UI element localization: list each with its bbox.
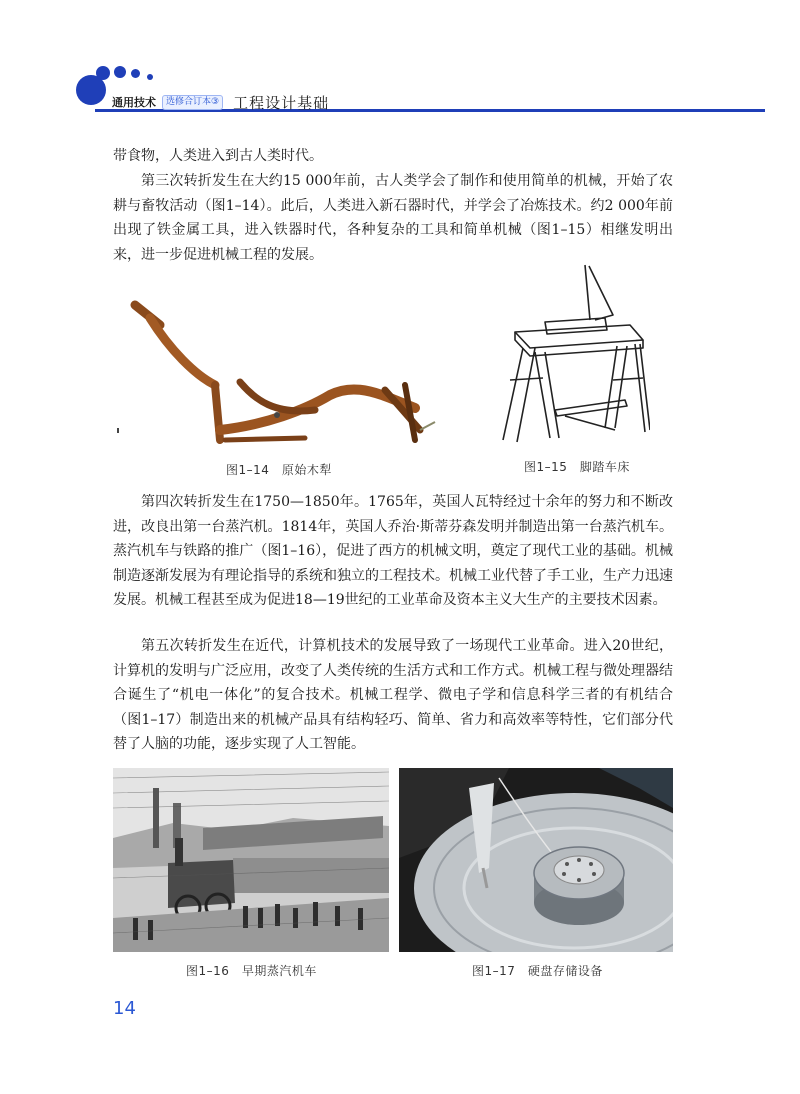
steam-locomotive-engraving — [113, 768, 389, 952]
header-text — [112, 93, 329, 111]
decoration-dot — [131, 69, 140, 78]
hard-disk-photo — [399, 768, 673, 952]
figure-steam-locomotive — [113, 768, 389, 952]
decoration-dot — [96, 66, 110, 80]
figure-caption-1-14: 图1–14 原始木犁 — [226, 463, 332, 477]
paragraph-continued: 带食物，人类进入到古人类时代。 — [113, 148, 323, 164]
book-title: 工程设计基础 — [233, 93, 330, 112]
figure-caption-1-17: 图1–17 硬盘存储设备 — [472, 964, 603, 978]
treadle-lathe-illustration — [495, 260, 650, 452]
wooden-plough-illustration — [115, 290, 440, 455]
figure-wooden-plough — [115, 290, 440, 455]
volume-badge: 选修合订本③ — [162, 95, 223, 110]
series-title: 通用技术 — [112, 96, 156, 109]
page-header — [0, 0, 800, 115]
paragraph-fourth-turn: 第四次转折发生在1750—1850年。1765年，英国人瓦特经过十余年的努力和不断改进，改良出第一台蒸汽机。1814年，英国人乔治·斯蒂芬森发明并制造出第一台蒸汽机车。蒸汽机车与铁路的推广（图1–16），促进了西方的机械文明，奠定了现代工业的基础。机械制造逐渐发展为有理论指导的系统和独立的工程技术。机械工业代替了手工业，生产力迅速发展。机械工程甚至成为促进18—19世纪的工业革命及资本主义大生产的主要技术因素。 — [113, 494, 673, 608]
decoration-dot — [147, 74, 153, 80]
figure-caption-1-15: 图1–15 脚踏车床 — [524, 460, 630, 474]
paragraph-fifth-turn: 第五次转折发生在近代，计算机技术的发展导致了一场现代工业革命。进入20世纪，计算机的发明与广泛应用，改变了人类传统的生活方式和工作方式。机械工程与微处理器结合诞生了“机电一体化”的复合技术。机械工程学、微电子学和信息科学三者的有机结合（图1–17）制造出来的机械产品具有结构轻巧、简单、省力和高效率等特性，它们部分代替了人脑的功能，逐步实现了人工智能。 — [113, 638, 673, 752]
figure-treadle-lathe — [495, 260, 650, 452]
page-number: 14 — [113, 998, 136, 1019]
figure-hard-disk — [399, 768, 673, 952]
decoration-dot — [114, 66, 126, 78]
figure-caption-1-16: 图1–16 早期蒸汽机车 — [186, 964, 317, 978]
paragraph-third-turn: 第三次转折发生在大约15 000年前，古人类学会了制作和使用简单的机械，开始了农耕与畜牧活动（图1–14）。此后，人类进入新石器时代，并学会了冶炼技术。约2 000年前出现了铁金属工具，进入铁器时代，各种复杂的工具和简单机械（图1–15）相继发明出来，进一步促进机械工程的发展。 — [113, 173, 673, 263]
